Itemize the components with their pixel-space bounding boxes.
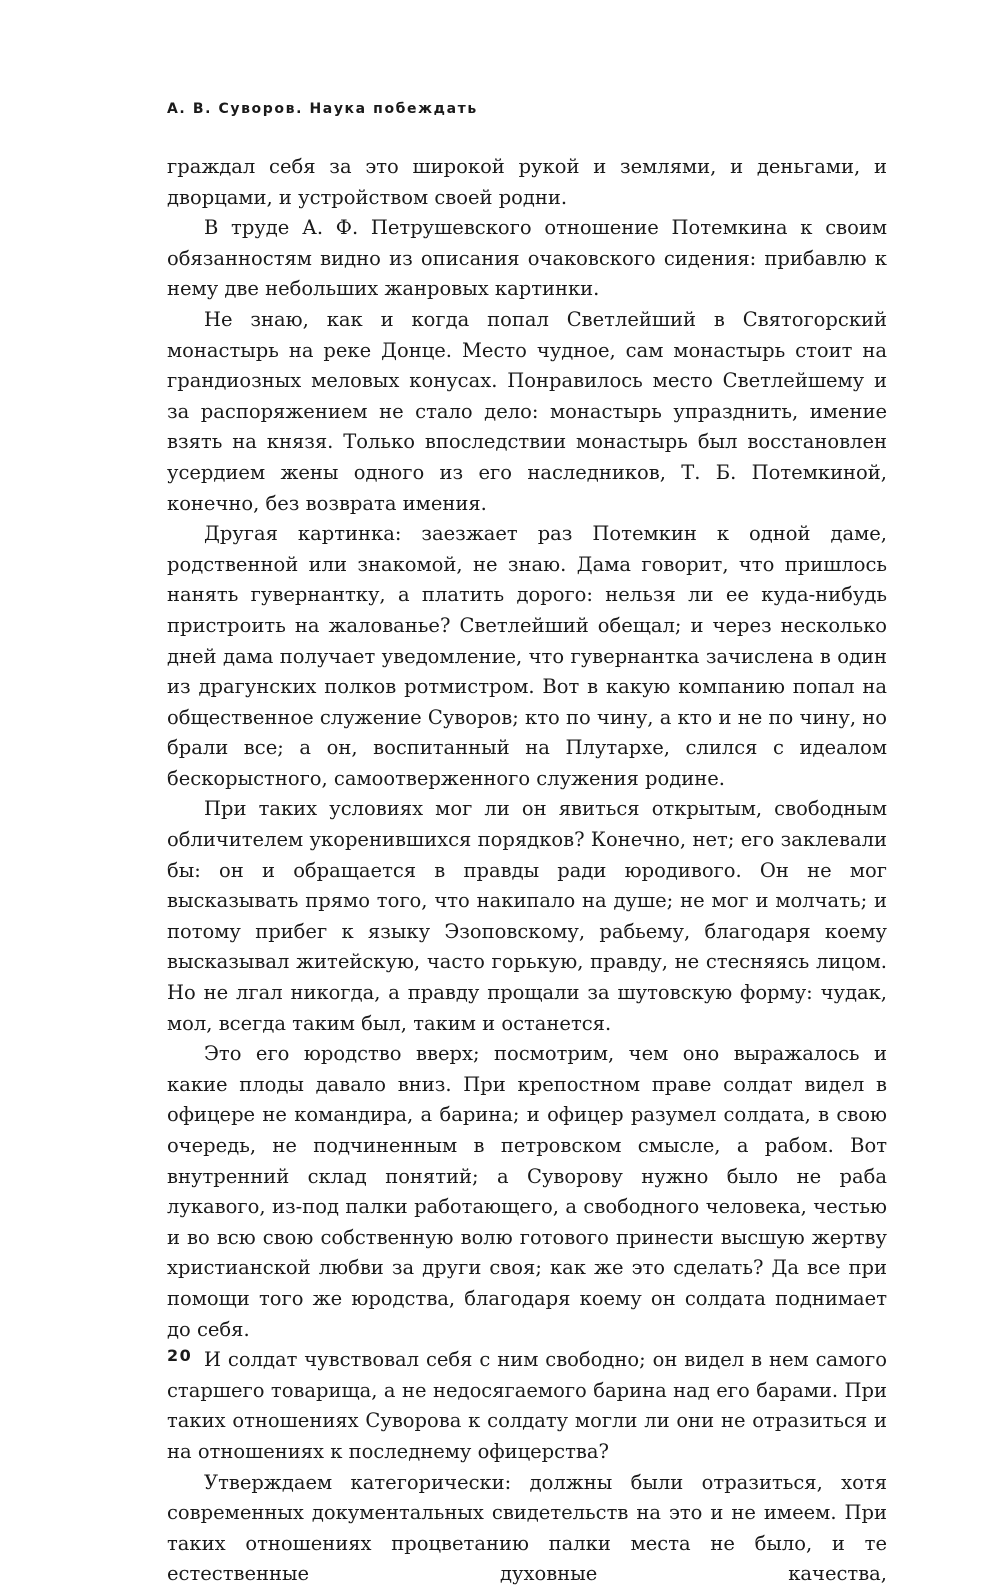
paragraph-5: При таких условиях мог ли он явиться открытым, свободным обличителем укоренившихся порядков? Конечно, нет; его заклевали бы: он и обращается в правды ради юродивого. Он не мог высказывать прямо того, что накипало на душе; не мог и молчать; и потому прибег к языку Эзоповскому, рабьему, благодаря коему высказывал житейскую, часто горькую, правду, не стесняясь лицом. Но не лгал никогда, а правду прощали за шутовскую форму: чудак, мол, всегда таким был, таким и останется.: [167, 797, 887, 1035]
running-head: А. В. Суворов. Наука побеждать: [167, 101, 478, 117]
paragraph-4: Другая картинка: заезжает раз Потемкин к одной даме, родственной или знакомой, не знаю. Дама говорит, что пришлось нанять гувернантку, а платить дорого: нельзя ли ее куда-нибудь пристроить на жалованье? Светлейший обещал; и через несколько дней дама получает уведомление, что гувернантка зачислена в один из драгунских полков ротмистром. Вот в какую компанию попал на общественное служение Суворов; кто по чину, а кто и не по чину, но брали все; а он, воспитанный на Плутархе, слился с идеалом бескорыстного, самоотверженного служения родине.: [167, 522, 887, 790]
body-text: [167, 152, 887, 1590]
page-number: 20: [167, 1346, 193, 1365]
paragraph-2: В труде А. Ф. Петрушевского отношение Потемкина к своим обязанностям видно из описания очаковского сидения: прибавлю к нему две небольших жанровых картинки.: [167, 216, 887, 301]
paragraph-7: И солдат чувствовал себя с ним свободно; он видел в нем самого старшего товарища, а не недосягаемого барина над его барами. При таких отношениях Суворова к солдату могли ли они не отразиться и на отношениях к последнему офицерства?: [167, 1348, 887, 1463]
paragraph-6: Это его юродство вверх; посмотрим, чем оно выражалось и какие плоды давало вниз. При крепостном праве солдат видел в офицере не командира, а барина; и офицер разумел солдата, в свою очередь, не подчиненным в петровском смысле, а рабом. Вот внутренний склад понятий; а Суворову нужно было не раба лукавого, из-под палки работающего, а свободного человека, честью и во всю свою собственную волю готового принести высшую жертву христианской любви за други своя; как же это сделать? Да все при помощи того же юродства, благодаря коему он солдата поднимает до себя.: [167, 1042, 887, 1341]
paragraph-1: граждал себя за это широкой рукой и землями, и деньгами, и дворцами, и устройством своей родни.: [167, 155, 887, 209]
paragraph-8: Утверждаем категорически: должны были отразиться, хотя современных документальных свидетельств на это и не имеем. При таких отношениях процветанию палки места не было, и те естественные духовные качества,: [167, 1470, 887, 1586]
paragraph-3: Не знаю, как и когда попал Светлейший в Святогорский монастырь на реке Донце. Место чудное, сам монастырь стоит на грандиозных меловых конусах. Понравилось место Светлейшему и за распоряжением не стало дело: монастырь упразднить, имение взять на князя. Только впоследствии монастырь был восстановлен усердием жены одного из его наследников, Т. Б. Потемкиной, конечно, без возврата имения.: [167, 307, 887, 515]
